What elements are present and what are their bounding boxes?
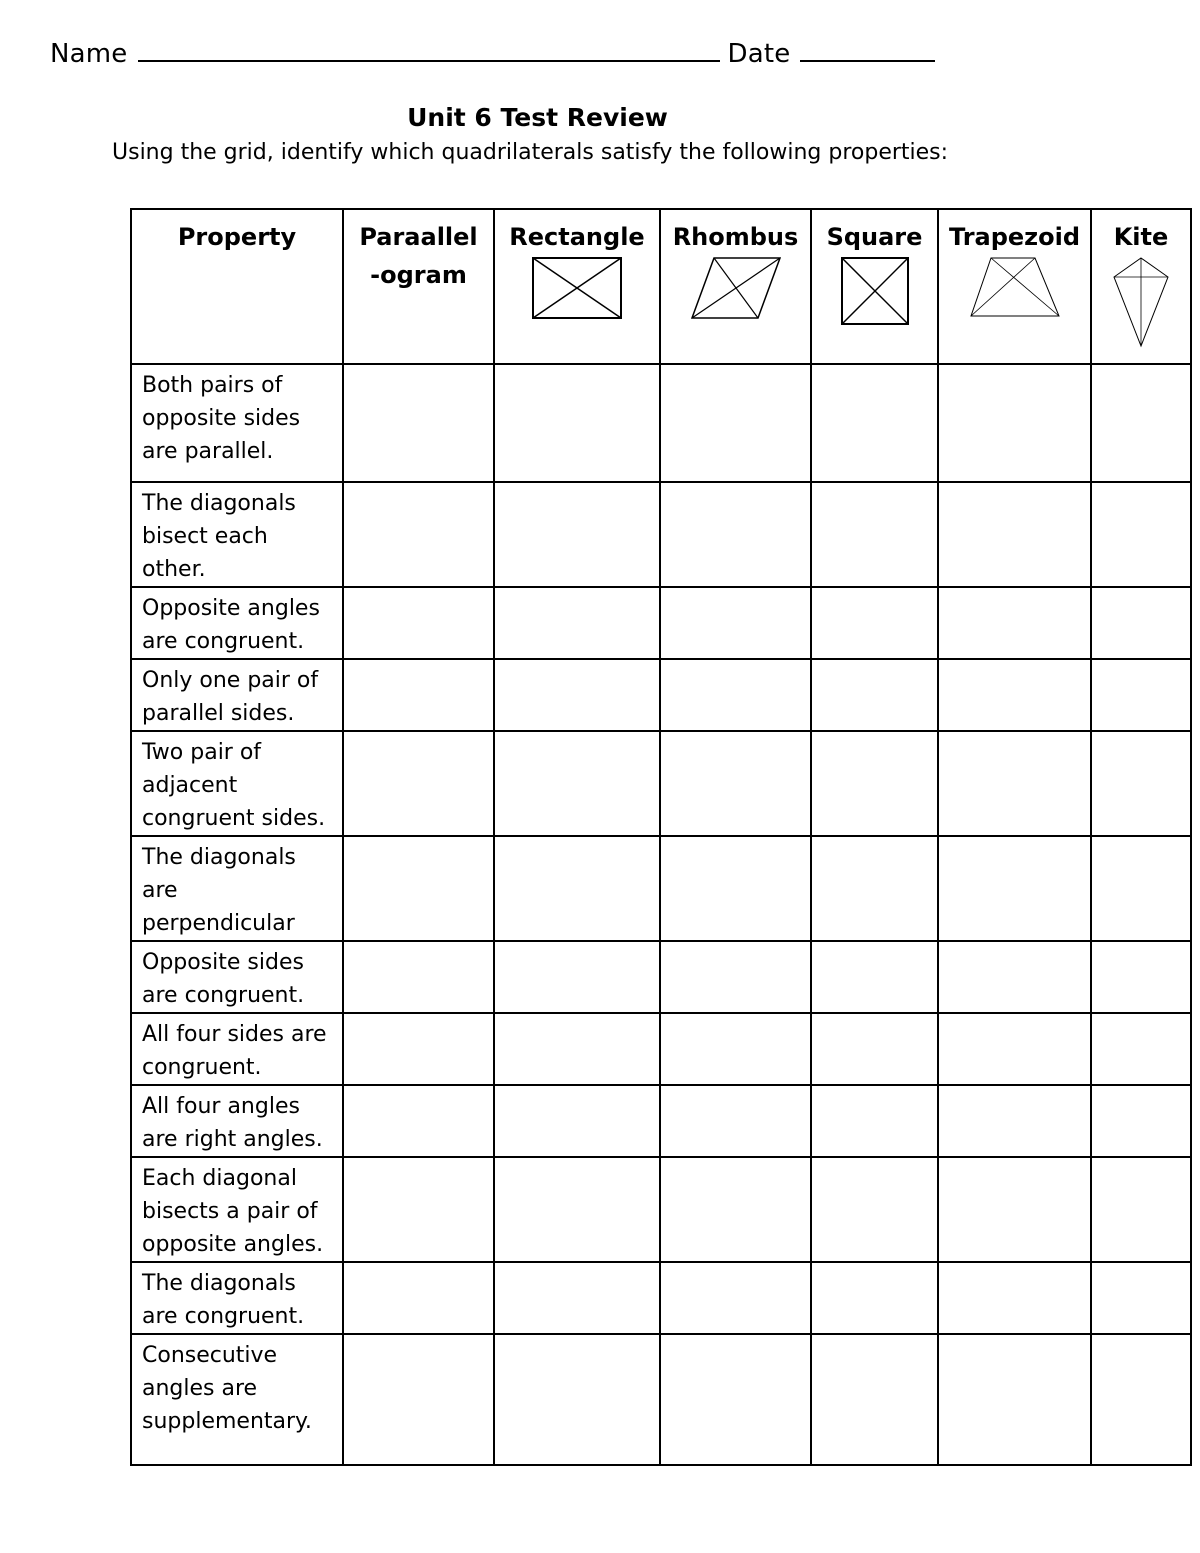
answer-cell[interactable]: [660, 836, 811, 941]
properties-grid: [130, 208, 1192, 1466]
rhombus-diagonals-icon: [690, 256, 782, 320]
answer-cell[interactable]: [343, 836, 494, 941]
answer-cell[interactable]: [660, 659, 811, 731]
table-row: [131, 1334, 1191, 1465]
table-row: [131, 836, 1191, 941]
property-cell: Each diagonal bisects a pair of opposite angles.: [131, 1157, 343, 1262]
answer-cell[interactable]: [494, 1085, 660, 1157]
answer-cell[interactable]: [343, 1013, 494, 1085]
answer-cell[interactable]: [938, 659, 1091, 731]
property-cell: Opposite angles are congruent.: [131, 587, 343, 659]
column-header-trapezoid: [938, 209, 1091, 364]
answer-cell[interactable]: [1091, 1157, 1191, 1262]
answer-cell[interactable]: [1091, 482, 1191, 587]
answer-cell[interactable]: [1091, 587, 1191, 659]
answer-cell[interactable]: [811, 587, 938, 659]
page-title: Unit 6 Test Review: [407, 103, 668, 132]
answer-cell[interactable]: [938, 482, 1091, 587]
answer-cell[interactable]: [494, 1157, 660, 1262]
column-label: Rectangle: [509, 223, 645, 251]
answer-cell[interactable]: [938, 1334, 1091, 1465]
table-row: [131, 587, 1191, 659]
table-row: [131, 1013, 1191, 1085]
name-field[interactable]: [138, 36, 720, 62]
answer-cell[interactable]: [343, 364, 494, 482]
property-cell: Two pair of adjacent congruent sides.: [131, 731, 343, 836]
table-row: [131, 364, 1191, 482]
answer-cell[interactable]: [494, 587, 660, 659]
column-label: Kite: [1113, 223, 1169, 251]
answer-cell[interactable]: [1091, 1262, 1191, 1334]
table-row: [131, 1262, 1191, 1334]
column-header-property: [131, 209, 343, 364]
answer-cell[interactable]: [1091, 1013, 1191, 1085]
answer-cell[interactable]: [494, 836, 660, 941]
answer-cell[interactable]: [938, 1157, 1091, 1262]
answer-cell[interactable]: [1091, 836, 1191, 941]
date-field[interactable]: [800, 36, 935, 62]
property-cell: The diagonals are congruent.: [131, 1262, 343, 1334]
answer-cell[interactable]: [343, 1334, 494, 1465]
property-cell: Only one pair of parallel sides.: [131, 659, 343, 731]
column-label: Paraallel-ogram: [359, 223, 478, 289]
answer-cell[interactable]: [660, 587, 811, 659]
answer-cell[interactable]: [660, 1013, 811, 1085]
answer-cell[interactable]: [811, 836, 938, 941]
column-label: Rhombus: [672, 223, 799, 251]
answer-cell[interactable]: [811, 1013, 938, 1085]
answer-cell[interactable]: [1091, 1085, 1191, 1157]
answer-cell[interactable]: [811, 731, 938, 836]
answer-cell[interactable]: [660, 731, 811, 836]
answer-cell[interactable]: [938, 1085, 1091, 1157]
answer-cell[interactable]: [811, 659, 938, 731]
property-cell: Opposite sides are congruent.: [131, 941, 343, 1013]
property-cell: All four sides are congruent.: [131, 1013, 343, 1085]
answer-cell[interactable]: [494, 941, 660, 1013]
column-label: Square: [826, 223, 923, 251]
instructions: Using the grid, identify which quadrilaterals satisfy the following properties:: [112, 140, 949, 165]
answer-cell[interactable]: [938, 941, 1091, 1013]
answer-cell[interactable]: [938, 1262, 1091, 1334]
column-label: Property: [177, 223, 297, 251]
answer-cell[interactable]: [1091, 941, 1191, 1013]
property-cell: Both pairs of opposite sides are parallel.: [131, 364, 343, 482]
table-row: [131, 482, 1191, 587]
answer-cell[interactable]: [343, 1262, 494, 1334]
answer-cell[interactable]: [494, 364, 660, 482]
answer-cell[interactable]: [811, 941, 938, 1013]
answer-cell[interactable]: [494, 1334, 660, 1465]
answer-cell[interactable]: [660, 1262, 811, 1334]
property-cell: The diagonals are perpendicular: [131, 836, 343, 941]
header-row: [131, 209, 1191, 364]
answer-cell[interactable]: [811, 482, 938, 587]
table-row: [131, 1085, 1191, 1157]
rectangle-diagonals-icon: [531, 256, 623, 320]
answer-cell[interactable]: [494, 1013, 660, 1085]
answer-cell[interactable]: [1091, 659, 1191, 731]
answer-cell[interactable]: [494, 659, 660, 731]
answer-cell[interactable]: [343, 482, 494, 587]
name-date-row: [50, 36, 943, 69]
answer-cell[interactable]: [938, 731, 1091, 836]
column-header-square: [811, 209, 938, 364]
column-header-rhombus: [660, 209, 811, 364]
property-cell: All four angles are right angles.: [131, 1085, 343, 1157]
answer-cell[interactable]: [343, 587, 494, 659]
date-label: Date: [727, 39, 791, 69]
square-diagonals-icon: [840, 256, 910, 326]
answer-cell[interactable]: [343, 1085, 494, 1157]
answer-cell[interactable]: [494, 1262, 660, 1334]
trapezoid-diagonals-icon: [969, 256, 1061, 318]
answer-cell[interactable]: [660, 482, 811, 587]
table-row: [131, 659, 1191, 731]
answer-cell[interactable]: [1091, 364, 1191, 482]
name-label: Name: [50, 39, 128, 69]
answer-cell[interactable]: [343, 941, 494, 1013]
answer-cell[interactable]: [660, 364, 811, 482]
table-row: [131, 731, 1191, 836]
answer-cell[interactable]: [811, 364, 938, 482]
answer-cell[interactable]: [938, 1013, 1091, 1085]
answer-cell[interactable]: [811, 1157, 938, 1262]
answer-cell[interactable]: [1091, 1334, 1191, 1465]
answer-cell[interactable]: [1091, 731, 1191, 836]
answer-cell[interactable]: [343, 731, 494, 836]
answer-cell[interactable]: [660, 1157, 811, 1262]
answer-cell[interactable]: [811, 1334, 938, 1465]
property-cell: The diagonals bisect each other.: [131, 482, 343, 587]
table-row: [131, 1157, 1191, 1262]
answer-cell[interactable]: [660, 1085, 811, 1157]
column-label: Trapezoid: [948, 223, 1081, 251]
answer-cell[interactable]: [660, 941, 811, 1013]
answer-cell[interactable]: [343, 659, 494, 731]
column-header-kite: [1091, 209, 1191, 364]
column-header-rectangle: [494, 209, 660, 364]
answer-cell[interactable]: [811, 1262, 938, 1334]
column-header-parallelogram: [343, 209, 494, 364]
property-cell: Consecutive angles are supplementary.: [131, 1334, 343, 1465]
answer-cell[interactable]: [343, 1157, 494, 1262]
answer-cell[interactable]: [494, 731, 660, 836]
answer-cell[interactable]: [811, 1085, 938, 1157]
table-row: [131, 941, 1191, 1013]
answer-cell[interactable]: [660, 1334, 811, 1465]
answer-cell[interactable]: [938, 587, 1091, 659]
answer-cell[interactable]: [938, 836, 1091, 941]
answer-cell[interactable]: [938, 364, 1091, 482]
kite-diagonals-icon: [1112, 256, 1170, 348]
answer-cell[interactable]: [494, 482, 660, 587]
